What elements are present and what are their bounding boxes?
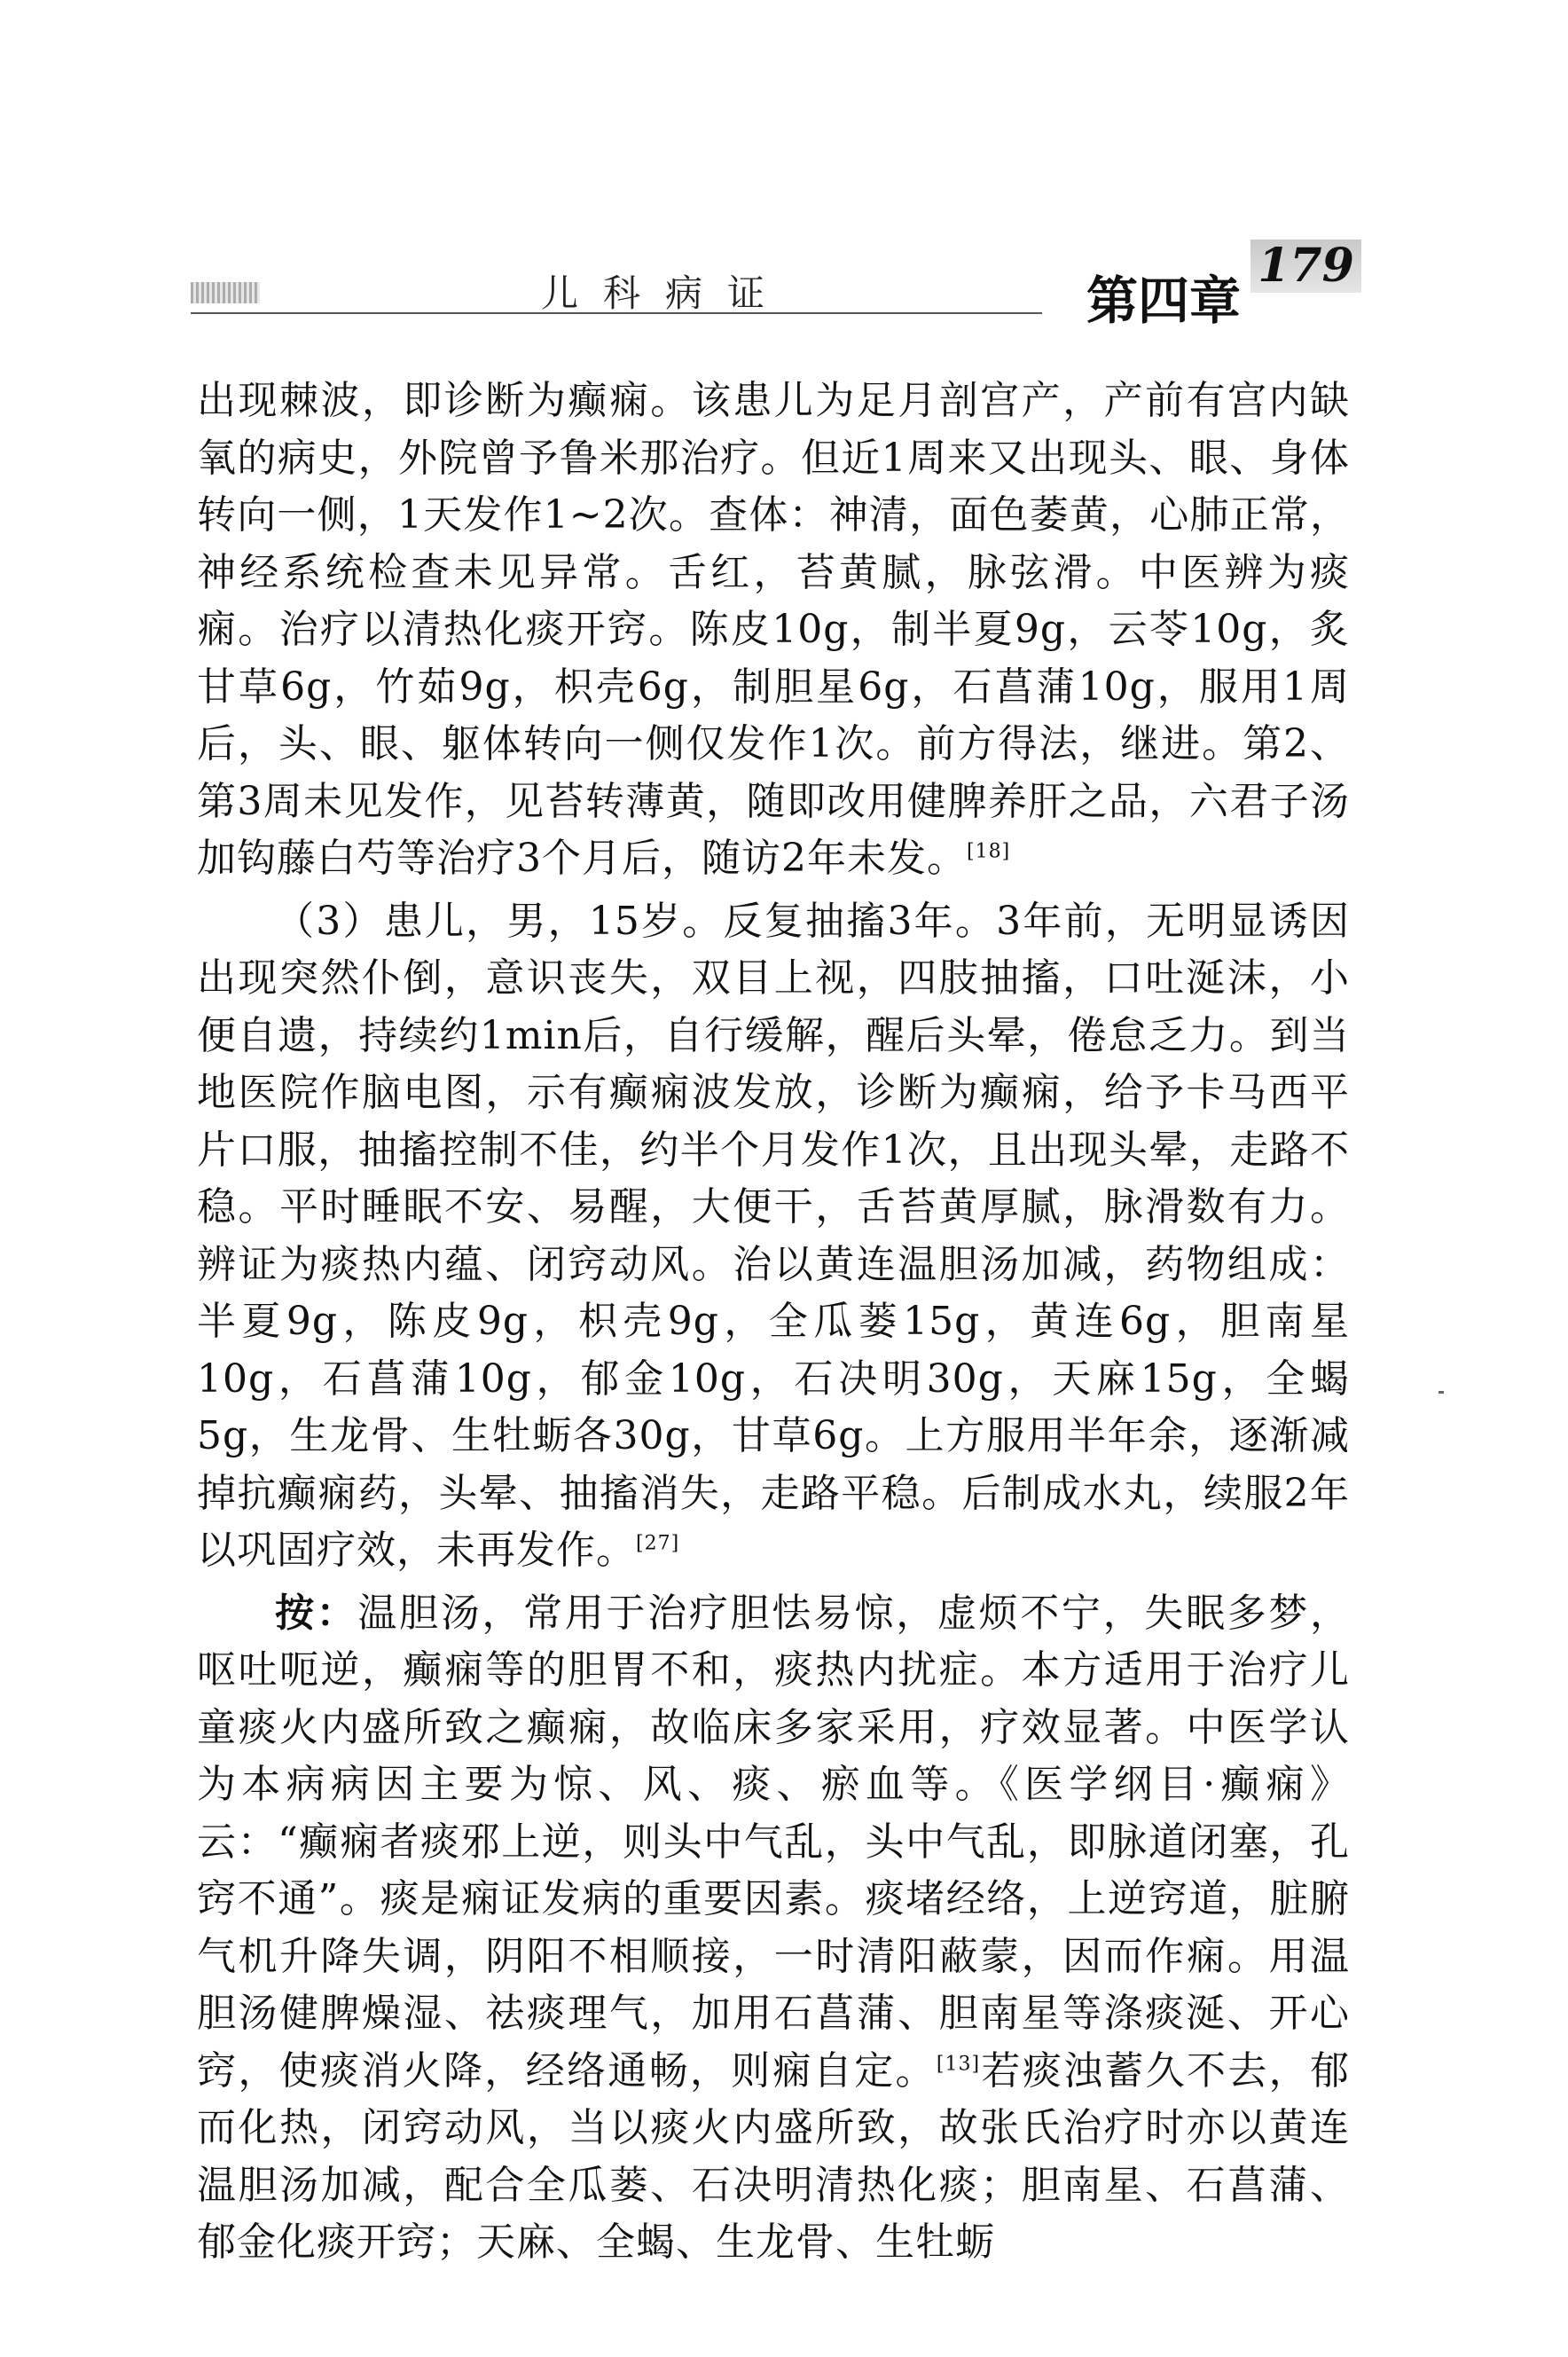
commentary-lead: 按： bbox=[275, 1590, 358, 1636]
paragraph-text: 出现棘波，即诊断为癫痫。该患儿为足月剖宫产，产前有宫内缺氧的病史，外院曾予鲁米那治疗。但近1周来又出现头、眼、身体转向一侧，1天发作1~2次。查体：神清，面色萎黄，心肺正常，神经系统检查未见异常。舌红，苔黄腻，脉弦滑。中医辨为痰痫。治疗以清热化痰开窍。陈皮10g，制半夏9g，云苓10g，炙甘草6g，竹茹9g，枳壳6g，制胆星6g，石菖蒲10g，服用1周后，头、眼、躯体转向一侧仅发作1次。前方得法，继进。第2、第3周未见发作，见苔转薄黄，随即改用健脾养肝之品，六君子汤加钩藤白芍等治疗3个月后，随访2年未发。 bbox=[197, 378, 1350, 881]
paragraph-commentary bbox=[197, 1585, 1350, 2272]
scan-speck bbox=[1439, 1391, 1444, 1394]
header-rule bbox=[191, 312, 1042, 314]
page-body bbox=[197, 373, 1350, 2277]
page-number: 179 bbox=[1250, 240, 1361, 293]
section-title: 儿科病证 bbox=[541, 271, 790, 315]
header-ornament bbox=[191, 282, 260, 303]
citation: [27] bbox=[636, 1532, 680, 1555]
paragraph-text-continued: 若痰浊蓄久不去，郁而化热，闭窍动风，当以痰火内盛所致，故张氏治疗时亦以黄连温胆汤加减，配合全瓜蒌、石决明清热化痰；胆南星、石菖蒲、郁金化痰开窍；天麻、全蝎、生龙骨、生牡蛎 bbox=[197, 2047, 1351, 2265]
chapter-label: 第四章 bbox=[1086, 271, 1242, 331]
paragraph-case-3 bbox=[197, 893, 1350, 1580]
paragraph-text: （3）患儿，男，15岁。反复抽搐3年。3年前，无明显诱因出现突然仆倒，意识丧失，双目上视，四肢抽搐，口吐涎沫，小便自遗，持续约1min后，自行缓解，醒后头晕，倦怠乏力。到当地医院作脑电图，示有癫痫波发放，诊断为癫痫，给予卡马西平片口服，抽搐控制不佳，约半个月发作1次，且出现头晕，走路不稳。平时睡眠不安、易醒，大便干，舌苔黄厚腻，脉滑数有力。辨证为痰热内蕴、闭窍动风。治以黄连温胆汤加减，药物组成：半夏9g，陈皮9g，枳壳9g，全瓜蒌15g，黄连6g，胆南星10g，石菖蒲10g，郁金10g，石决明30g，天麻15g，全蝎5g，生龙骨、生牡蛎各30g，甘草6g。上方服用半年余，逐渐减掉抗癫痫药，头晕、抽搐消失，走路平稳。后制成水丸，续服2年以巩固疗效，未再发作。 bbox=[197, 898, 1350, 1573]
citation: [13] bbox=[936, 2052, 981, 2075]
paragraph-case-continuation bbox=[197, 373, 1350, 888]
running-header bbox=[191, 239, 1361, 331]
paragraph-text: 温胆汤，常用于治疗胆怯易惊，虚烦不宁，失眠多梦，呕吐呃逆，癫痫等的胆胃不和，痰热内扰症。本方适用于治疗儿童痰火内盛所致之癫痫，故临床多家采用，疗效显著。中医学认为本病病因主要为惊、风、痰、瘀血等。《医学纲目·癫痫》云：“癫痫者痰邪上逆，则头中气乱，头中气乱，即脉道闭塞，孔窍不通”。痰是痫证发病的重要因素。痰堵经络，上逆窍道，脏腑气机升降失调，阴阳不相顺接，一时清阳蔽蒙，因而作痫。用温胆汤健脾燥湿、祛痰理气，加用石菖蒲、胆南星等涤痰涎、开心窍，使痰消火降，经络通畅，则痫自定。 bbox=[197, 1590, 1351, 2094]
citation: [18] bbox=[967, 840, 1011, 863]
